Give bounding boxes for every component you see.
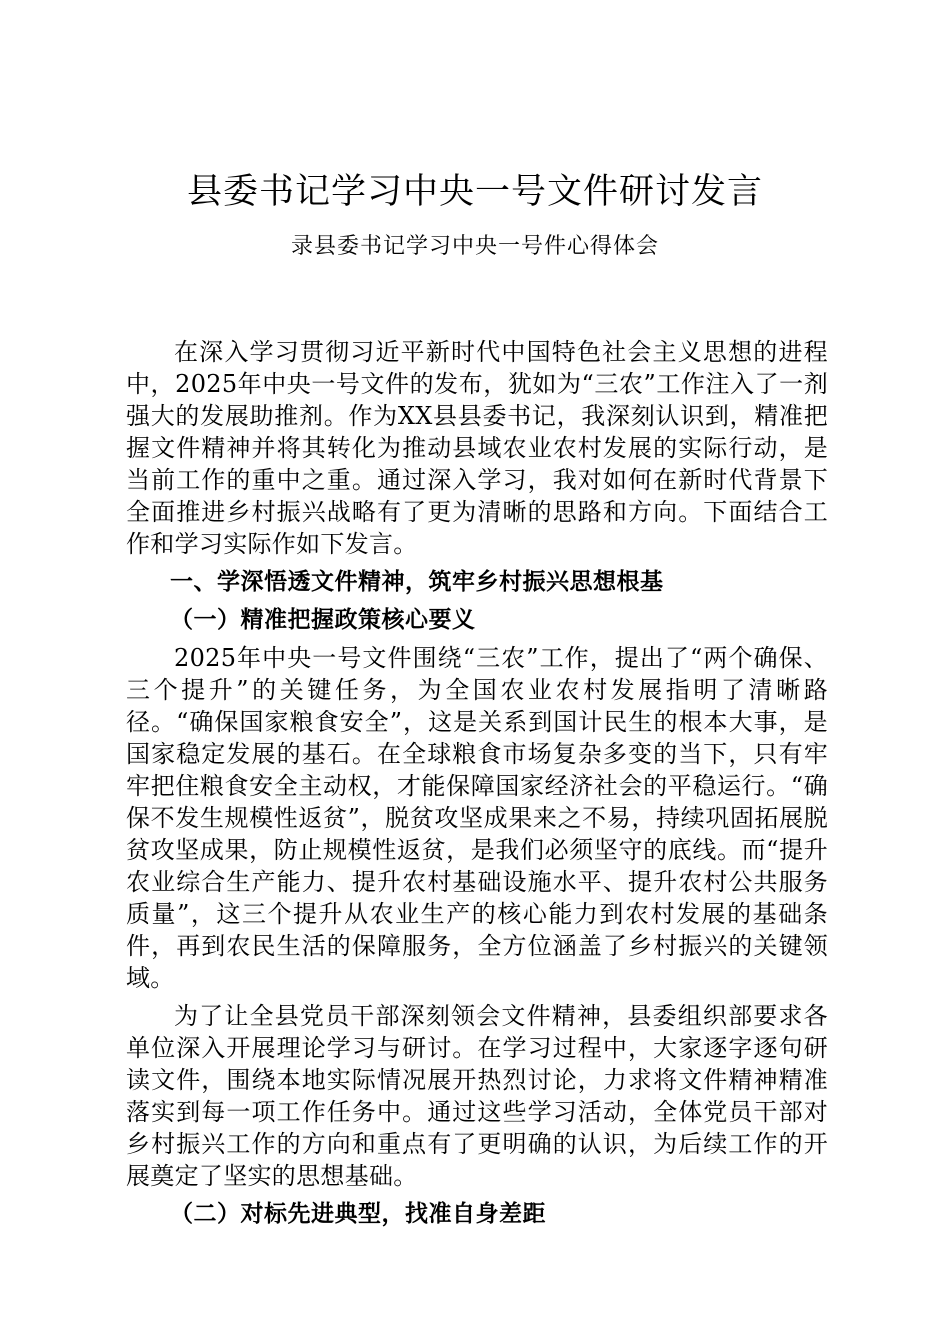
document-subtitle: 录县委书记学习中央一号件心得体会 [290,234,659,259]
body-paragraph-2: 为了让全县党员干部深刻领会文件精神，县委组织部要求各单位深入开展理论学习与研讨。在学习过程中，大家逐字逐句研读文件，围绕本地实际情况展开热烈讨论，力求将文件精神精准落实到每一项工作任务中。通过这些学习活动，全体党员干部对乡村振兴工作的方向和重点有了更明确的认识，为后续工作的开展奠定了坚实的思想基础。 [126,1002,828,1190]
subsection-heading-2: （二）对标先进典型，找准自身差距 [170,1201,546,1227]
document-title: 县委书记学习中央一号文件研讨发言 [186,172,763,212]
section-heading-1: 一、学深悟透文件精神，筑牢乡村振兴思想根基 [170,569,664,595]
intro-paragraph: 在深入学习贯彻习近平新时代中国特色社会主义思想的进程中，2025年中央一号文件的发布，犹如为“三农”工作注入了一剂强大的发展助推剂。作为XX县县委书记，我深刻认识到，精准把握文件精神并将其转化为推动县域农业农村发展的实际行动，是当前工作的重中之重。通过深入学习，我对如何在新时代背景下全面推进乡村振兴战略有了更为清晰的思路和方向。下面结合工作和学习实际作如下发言。 [126,338,828,558]
document-body [126,336,828,1236]
body-paragraph-1: 2025年中央一号文件围绕“三农”工作，提出了“两个确保、三个提升”的关键任务，为全国农业农村发展指明了清晰路径。“确保国家粮食安全”，这是关系到国计民生的根本大事，是国家稳定发展的基石。在全球粮食市场复杂多变的当下，只有牢牢把住粮食安全主动权，才能保障国家经济社会的平稳运行。“确保不发生规模性返贫”，脱贫攻坚成果来之不易，持续巩固拓展脱贫攻坚成果，防止规模性返贫，是我们必须坚守的底线。而“提升农业综合生产能力、提升农村基础设施水平、提升农村公共服务质量”，这三个提升从农业生产的核心能力到农村发展的基础条件，再到农民生活的保障服务，全方位涵盖了乡村振兴的关键领域。 [126,644,828,992]
subsection-heading-1: （一）精准把握政策核心要义 [170,607,476,633]
